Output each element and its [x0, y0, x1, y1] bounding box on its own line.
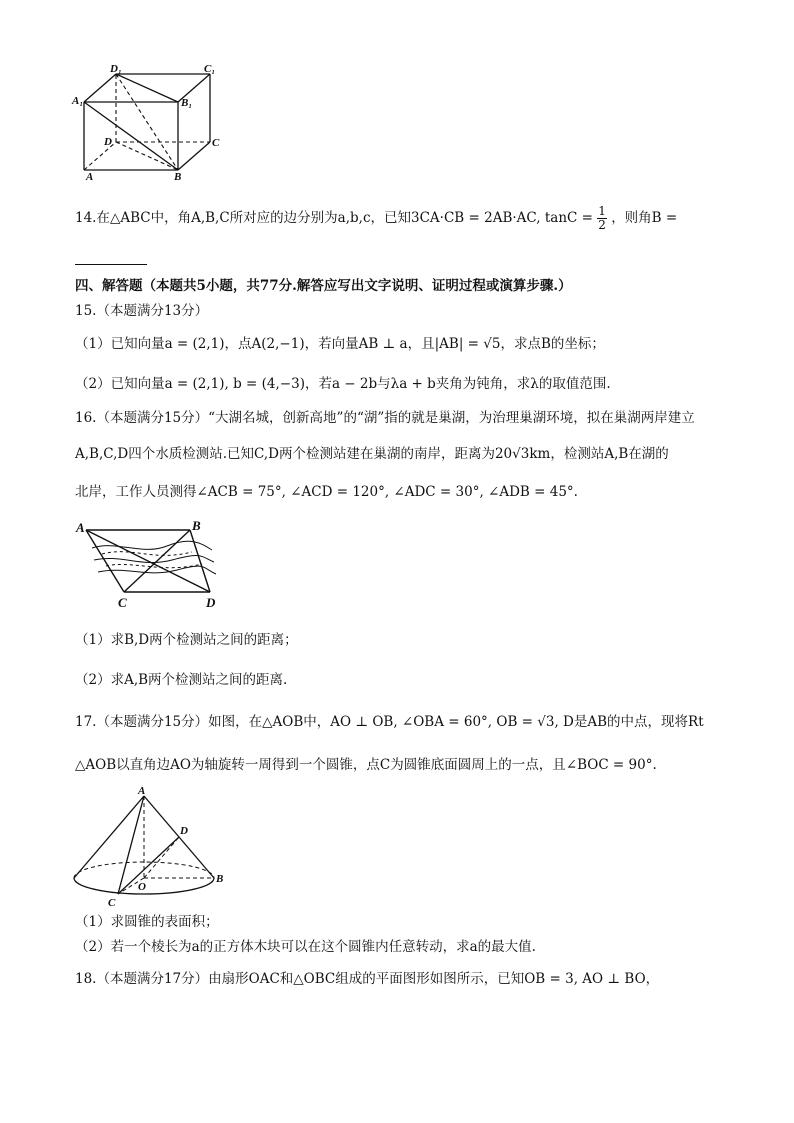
q14-tail: ，则角B = — [611, 210, 678, 226]
label-C: C — [212, 137, 220, 149]
q17-part1: （1）求圆锥的表面积； — [75, 914, 219, 930]
label-D: D — [206, 595, 216, 610]
label-A: A — [138, 785, 146, 797]
cube-figure — [70, 64, 230, 180]
section-title: 四、解答题（本题共5小题，共77分.解答应写出文字说明、证明过程或演算步骤.） — [75, 278, 572, 294]
q14-text: 14.在△ABC中，角A,B,C所对应的边分别为a,b,c，已知3CA·CB = 2AB·AC, tanC = — [75, 210, 593, 226]
q17-line1: 17.（本题满分15分）如图，在△AOB中，AO ⊥ OB, ∠OBA = 60°, OB = √3, D是AB的中点，现将Rt — [75, 714, 704, 730]
q15-header: 15.（本题满分13分） — [75, 303, 209, 319]
label-C1: C₁ — [204, 64, 216, 75]
q16-line1: 16.（本题满分15分）“大湖名城，创新高地”的“湖”指的就是巢湖，为治理巢湖环境，拟在巢湖两岸建立 — [75, 410, 695, 426]
label-A: A — [86, 171, 94, 180]
cone-figure — [68, 784, 238, 912]
label-A1: A₁ — [72, 95, 84, 107]
answer-blank — [75, 264, 147, 265]
label-C: C — [108, 897, 116, 909]
q15-part1: （1）已知向量a = (2,1)，点A(2,−1)，若向量AB ⊥ a，且|AB| = √5，求点B的坐标； — [75, 336, 605, 352]
label-D: D — [180, 825, 188, 837]
label-B1: B₁ — [181, 97, 193, 109]
label-C: C — [118, 595, 127, 610]
label-A: A — [76, 520, 85, 535]
label-D1: D₁ — [110, 64, 122, 75]
q16-line3: 北岸，工作人员测得∠ACB = 75°, ∠ACD = 120°, ∠ADC = 30°, ∠ADB = 45°. — [75, 484, 578, 500]
label-D: D — [104, 136, 112, 148]
lake-figure — [72, 516, 232, 612]
q18-line1: 18.（本题满分17分）由扇形OAC和△OBC组成的平面图形如图所示，已知OB = 3, AO ⊥ BO， — [75, 971, 660, 987]
question-14 — [75, 205, 677, 232]
q16-part2: （2）求A,B两个检测站之间的距离. — [75, 672, 288, 688]
q17-part2: （2）若一个棱长为a的正方体木块可以在这个圆锥内任意转动，求a的最大值. — [75, 939, 536, 955]
label-B: B — [216, 873, 224, 885]
q15-part2: （2）已知向量a = (2,1), b = (4,−3)，若a − 2b与λa + b夹角为钝角，求λ的取值范围. — [75, 376, 611, 392]
q16-line2: A,B,C,D四个水质检测站.已知C,D两个检测站建在巢湖的南岸，距离为20√3km，检测站A,B在湖的 — [75, 446, 669, 462]
label-B: B — [174, 171, 182, 180]
label-B: B — [192, 518, 201, 533]
q17-line2: △AOB以直角边AO为轴旋转一周得到一个圆锥，点C为圆锥底面圆周上的一点，且∠BOC = 90°. — [75, 757, 657, 773]
label-O: O — [138, 881, 146, 893]
q16-part1: （1）求B,D两个检测站之间的距离； — [75, 632, 298, 648]
fraction-one-half: $\frac{1}{2}$ — [598, 204, 606, 232]
